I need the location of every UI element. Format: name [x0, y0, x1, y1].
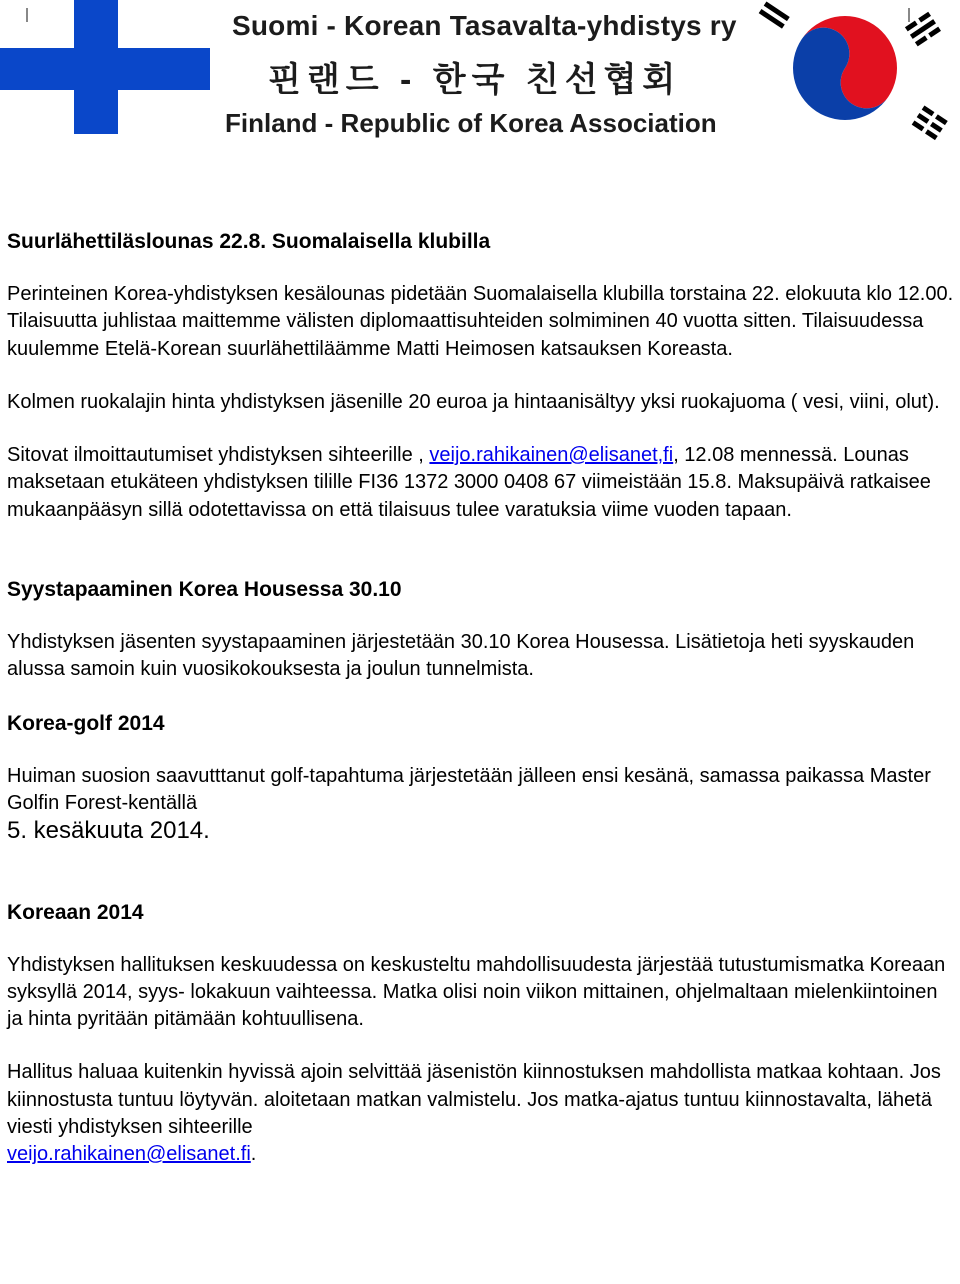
secretary-email-link[interactable]: veijo.rahikainen@elisanet,fi [429, 444, 674, 467]
text-span: . [250, 1143, 257, 1166]
korean-flag [759, 0, 948, 140]
association-header [0, 0, 960, 150]
newsletter-body [7, 228, 957, 1169]
golf-date: 5. kesäkuuta 2014. [7, 817, 210, 845]
paragraph [7, 763, 957, 847]
text-span: , 12.08 mennessä. Lounas maksetaan etukäteen yhdistyksen tilille FI36 1372 3000 0408 67 viimeistään 15.8. Maksupäivä ratkaisee mukaanpääsyn sillä odotettavissa on että tilaisuus tulee varatuksia viime vuoden tapaan. [7, 444, 931, 521]
header-title-korean: 핀랜드 - 한국 친선협회 [268, 61, 682, 99]
header-title-finnish: Suomi - Korean Tasavalta-yhdistys ry [232, 10, 737, 41]
finnish-flag [0, 0, 210, 134]
section-title-korea-golf: Korea-golf 2014 [7, 711, 165, 735]
section-title-autumn-meeting: Syystapaaminen Korea Housessa 30.10 [7, 578, 402, 602]
text-span: Hallitus haluaa kuitenkin hyvissä ajoin selvittää jäsenistön kiinnostuksen mahdollista matkaa kohtaan. Jos kiinnostusta tuntuu löytyvän. aloitetaan matkan valmistelu. Jos matka-ajatus tuntuu kiinnostavalta, lähetä viesti yhdistyksen sihteerille [7, 1061, 941, 1139]
text-span: Huiman suosion saavutttanut golf-tapahtuma järjestetään jälleen ensi kesänä, samassa paikassa Master Golfin Forest-kentällä [7, 764, 931, 814]
paragraph: Yhdistyksen jäsenten syystapaaminen järjestetään 30.10 Korea Housessa. Lisätietoja heti syyskauden alussa samoin kuin vuosikokouksesta ja joulun tunnelmista. [7, 631, 915, 681]
paragraph: Kolmen ruokalajin hinta yhdistyksen jäsenille 20 euroa ja hintaanisältyy yksi ruokajuoma ( vesi, viini, olut). [7, 390, 940, 413]
section-title-ambassador-lunch: Suurlähettiläslounas 22.8. Suomalaisella klubilla [7, 230, 491, 253]
paragraph: Perinteinen Korea-yhdistyksen kesälounas pidetään Suomalaisella klubilla torstaina 22. elokuuta klo 12.00. Tilaisuutta juhlistaa maittemme välisten diplomaattisuhteiden solmiminen 40 vuotta sitten. Tilaisuudessa kuulemme Etelä-Korean suurlähettiläämme Matti Heimosen katsauksen Koreasta. [7, 283, 954, 360]
paragraph [7, 442, 957, 524]
section-title-korea-trip: Koreaan 2014 [7, 900, 144, 924]
paragraph: Yhdistyksen hallituksen keskuudessa on keskusteltu mahdollisuudesta järjestää tutustumismatka Koreaan syksyllä 2014, syys- lokakuun vaihteessa. Matka olisi noin viikon mittainen, ohjelmaltaan mielenkiintoinen ja hinta pyritään pitämään kohtuullisena. [7, 953, 946, 1031]
text-span: Sitovat ilmoittautumiset yhdistyksen sihteerille , [7, 444, 430, 467]
paragraph [7, 1059, 957, 1168]
secretary-email-link[interactable]: veijo.rahikainen@elisanet.fi [7, 1143, 251, 1166]
header-title-english: Finland - Republic of Korea Association [225, 108, 717, 138]
